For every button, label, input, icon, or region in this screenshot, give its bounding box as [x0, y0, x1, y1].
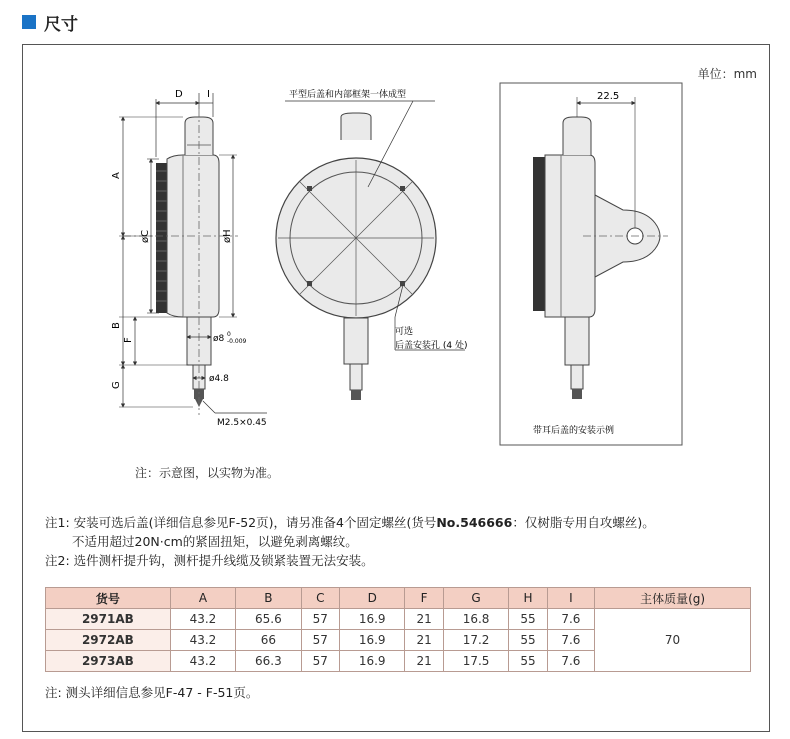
table-cell: 16.9: [340, 630, 405, 651]
table-header: F: [405, 588, 443, 609]
dim-lug-label: 22.5: [597, 91, 620, 102]
table-cell: 55: [509, 630, 547, 651]
dim-stem-tol-upper: 0: [227, 331, 231, 338]
table-header: 主体质量(g): [595, 588, 751, 609]
table-cell-code: 2973AB: [46, 651, 171, 672]
dim-g-label: G: [111, 381, 122, 389]
table-header: 货号: [46, 588, 171, 609]
lug-caption: 带耳后盖的安装示例: [533, 426, 615, 436]
annot-mount-holes: 后盖安装孔 (4 处): [395, 341, 468, 351]
lug-back-example: [500, 83, 682, 445]
table-header: H: [509, 588, 547, 609]
table-cell: 55: [509, 651, 547, 672]
table-cell: 65.6: [236, 609, 301, 630]
section-title: 尺寸: [44, 14, 78, 35]
note-1-part-number: No.546666: [436, 515, 513, 530]
drawing-panel: [22, 44, 770, 732]
dim-stem-tol-lower: -0.009: [227, 338, 247, 345]
table-cell: 17.5: [443, 651, 508, 672]
note-1-text-end: ：仅树脂专用自攻螺丝)。: [512, 515, 655, 530]
annot-back-cover: 平型后盖和内部框架一体成型: [289, 90, 407, 100]
back-view: [276, 88, 467, 400]
section-marker-icon: [22, 15, 36, 29]
table-header: D: [340, 588, 405, 609]
table-cell: 43.2: [170, 630, 235, 651]
table-header: I: [547, 588, 594, 609]
dimension-drawing: [23, 45, 771, 465]
note-1: [45, 513, 655, 532]
dim-stem-label: ø8: [213, 334, 225, 344]
dim-thread-label: M2.5×0.45: [217, 418, 267, 428]
table-cell: 16.9: [340, 651, 405, 672]
dim-b-label: B: [111, 322, 122, 329]
footnote: 注: 测头详细信息参见F-47 - F-51页。: [45, 685, 259, 700]
dim-d-label: D: [175, 89, 183, 100]
table-cell: 43.2: [170, 651, 235, 672]
table-cell: 17.2: [443, 630, 508, 651]
table-cell: 66.3: [236, 651, 301, 672]
dim-c-label: øC: [140, 229, 151, 243]
dim-a-label: A: [111, 172, 122, 179]
table-cell-code: 2971AB: [46, 609, 171, 630]
table-header: G: [443, 588, 508, 609]
note-1-text: 注1: 安装可选后盖(详细信息参见F-52页)，请另准备4个固定螺丝(货号: [45, 515, 437, 530]
table-header-row: [46, 588, 751, 609]
note-1-continued: 不适用超过20N·cm的紧固扭矩，以避免剥离螺纹。: [72, 534, 358, 549]
note-2: 注2: 选件测杆提升钩，测杆提升线缆及锁紧装置无法安装。: [45, 553, 374, 568]
table-cell: 57: [301, 651, 339, 672]
annot-optional: 可选: [395, 327, 414, 337]
drawing-caption: 注：示意图，以实物为准。: [135, 466, 280, 480]
table-header: B: [236, 588, 301, 609]
spec-table: [45, 587, 751, 672]
dim-f-label: F: [123, 337, 134, 343]
table-cell: 43.2: [170, 609, 235, 630]
table-cell: 16.9: [340, 609, 405, 630]
table-cell-mass: 70: [595, 609, 751, 672]
side-view: [111, 89, 267, 428]
table-cell: 7.6: [547, 651, 594, 672]
dim-h-label: øH: [222, 229, 233, 243]
table-header: C: [301, 588, 339, 609]
dim-i-label: I: [207, 89, 210, 100]
section-header: [22, 8, 78, 36]
table-cell: 57: [301, 630, 339, 651]
unit-label: 单位：mm: [697, 67, 757, 81]
table-cell: 55: [509, 609, 547, 630]
table-cell-code: 2972AB: [46, 630, 171, 651]
table-cell: 16.8: [443, 609, 508, 630]
table-cell: 7.6: [547, 630, 594, 651]
table-cell: 21: [405, 651, 443, 672]
dim-phi48-label: ø4.8: [209, 374, 229, 384]
table-cell: 21: [405, 630, 443, 651]
table-cell: 21: [405, 609, 443, 630]
table-header: A: [170, 588, 235, 609]
table-cell: 66: [236, 630, 301, 651]
table-row: [46, 609, 751, 630]
table-cell: 57: [301, 609, 339, 630]
table-cell: 7.6: [547, 609, 594, 630]
notes-block: [45, 513, 655, 570]
